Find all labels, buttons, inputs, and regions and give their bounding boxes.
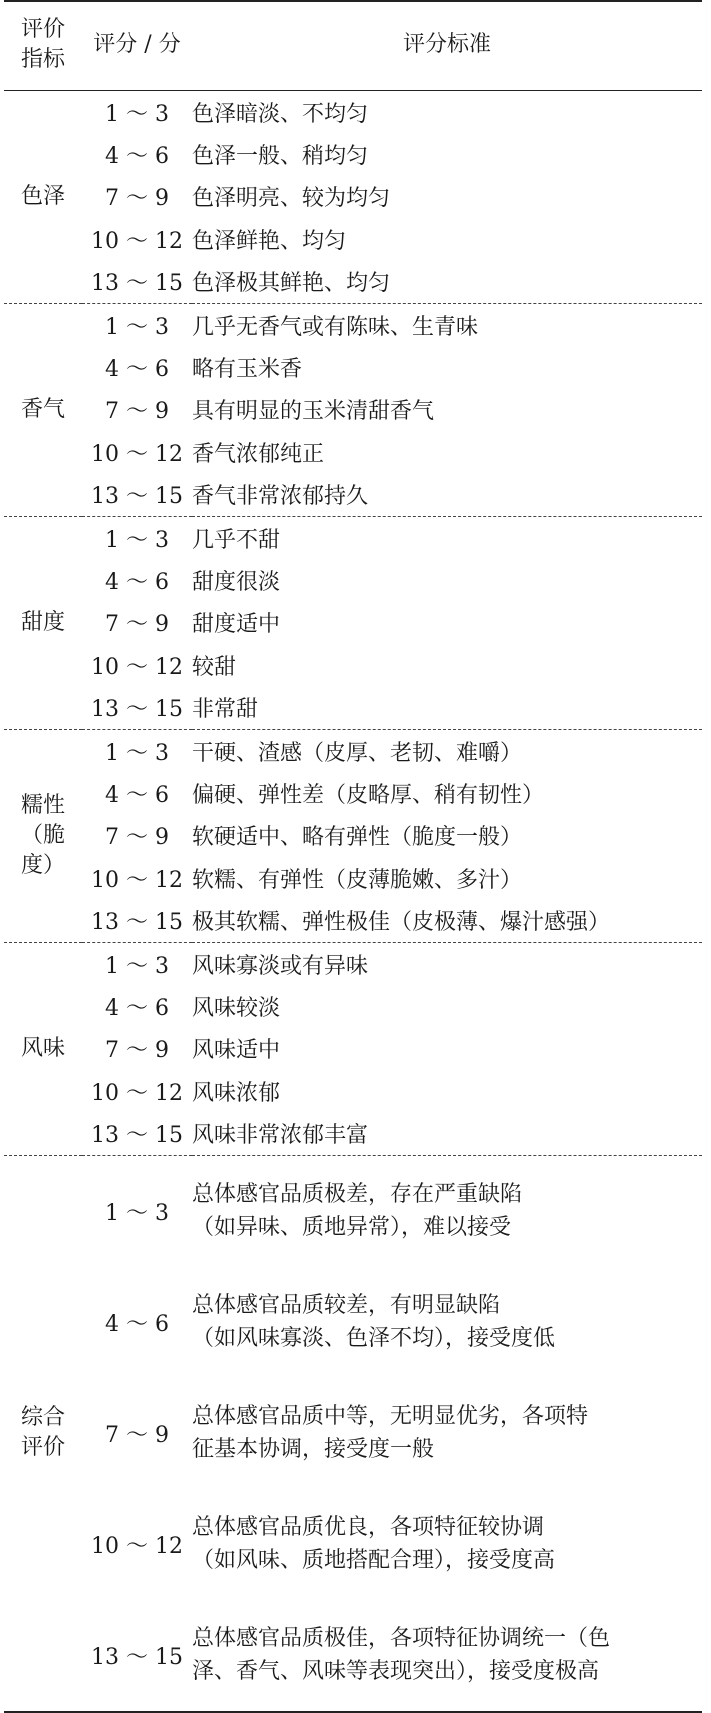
table-row: [4, 516, 702, 559]
indicator-cell: [4, 942, 82, 1155]
header-indicator: [4, 0, 82, 91]
standard-cell: [192, 1489, 702, 1600]
score-cell: 4 ～ 6: [105, 995, 169, 1021]
indicator-line: （脆: [20, 822, 65, 848]
standard-cell: [192, 1155, 702, 1267]
standard-line: 征基本协调，接受度一般: [192, 1437, 435, 1463]
standard-cell: 具有明显的玉米清甜香气: [192, 399, 435, 425]
header-indicator-line2: 指标: [20, 47, 65, 72]
standard-cell: 色泽鲜艳、均匀: [192, 228, 347, 254]
score-cell: 1 ～ 3: [82, 516, 192, 559]
score-cell: 1 ～ 3: [82, 942, 192, 985]
score-cell: 1 ～ 3: [82, 1155, 192, 1267]
standard-cell: 甜度很淡: [192, 569, 281, 595]
indicator-cell: [4, 91, 82, 304]
indicator-line: 综合: [20, 1405, 65, 1431]
score-cell: 7 ～ 9: [105, 1422, 169, 1448]
standard-cell: 色泽一般、稍均匀: [192, 144, 369, 170]
score-cell: 1 ～ 3: [105, 101, 169, 127]
score-cell: 7 ～ 9: [105, 612, 169, 638]
score-cell: 4 ～ 6: [105, 569, 169, 595]
standard-line: （如风味、质地搭配合理），接受度高: [192, 1548, 556, 1574]
header-row: [4, 0, 702, 91]
indicator-line: 香气: [20, 396, 65, 422]
indicator-cell: [4, 516, 82, 729]
table-row: [4, 942, 702, 985]
standard-cell: 几乎无香气或有陈味、生青味: [192, 303, 702, 346]
score-cell: 1 ～ 3: [82, 729, 192, 772]
score-cell: 4 ～ 6: [105, 1311, 169, 1337]
standard-cell: 非常甜: [192, 697, 259, 723]
standard-line: （如异味、质地异常），难以接受: [192, 1215, 512, 1241]
standard-line: 泽、香气、风味等表现突出），接受度极高: [192, 1659, 600, 1685]
table-row: [4, 815, 702, 857]
table-row: [4, 1028, 702, 1070]
table-row: [4, 431, 702, 473]
standard-cell: [192, 1267, 702, 1378]
standard-cell: 色泽极其鲜艳、均匀: [192, 271, 391, 297]
score-cell: 13 ～ 15: [91, 1644, 183, 1670]
header-standard: 评分标准: [192, 0, 702, 91]
standard-cell: 色泽暗淡、不均匀: [192, 101, 369, 127]
standard-line: 总体感官品质较差，有明显缺陷: [192, 1293, 501, 1319]
table-row: [4, 133, 702, 175]
table-row: [4, 1378, 702, 1489]
score-cell: 10 ～ 12: [91, 1533, 183, 1559]
table-row: [4, 176, 702, 218]
table-row: [4, 474, 702, 517]
standard-cell: 软糯、有弹性（皮薄脆嫩、多汁）: [192, 867, 523, 893]
score-cell: 10 ～ 12: [91, 867, 183, 893]
standard-cell: 风味较淡: [192, 995, 281, 1021]
score-cell: 13 ～ 15: [91, 484, 183, 510]
standard-cell: 香气非常浓郁持久: [192, 484, 369, 510]
table-row: [4, 1112, 702, 1155]
table-row: [4, 559, 702, 601]
score-cell: 10 ～ 12: [91, 654, 183, 680]
table-row: [4, 261, 702, 304]
score-cell: 10 ～ 12: [91, 228, 183, 254]
score-cell: 7 ～ 9: [105, 186, 169, 212]
standard-cell: 极其软糯、弹性极佳（皮极薄、爆汁感强）: [192, 910, 611, 936]
standard-cell: 干硬、渣感（皮厚、老韧、难嚼）: [192, 729, 702, 772]
table-row: [4, 899, 702, 942]
indicator-line: 风味: [20, 1035, 65, 1061]
score-cell: 4 ～ 6: [105, 144, 169, 170]
standard-cell: 几乎不甜: [192, 516, 702, 559]
table-row: [4, 1070, 702, 1112]
standard-cell: 偏硬、弹性差（皮略厚、稍有韧性）: [192, 782, 545, 808]
score-cell: 4 ～ 6: [105, 782, 169, 808]
header-indicator-line1: 评价: [20, 17, 65, 42]
indicator-cell: [4, 1155, 82, 1712]
table-row: [4, 985, 702, 1027]
table-row: [4, 1489, 702, 1600]
indicator-line: 甜度: [20, 609, 65, 635]
indicator-group: [4, 1155, 702, 1712]
standard-cell: 软硬适中、略有弹性（脆度一般）: [192, 825, 523, 851]
score-cell: 13 ～ 15: [91, 1123, 183, 1149]
score-cell: 1 ～ 3: [82, 303, 192, 346]
standard-cell: 略有玉米香: [192, 357, 303, 383]
score-cell: 4 ～ 6: [105, 357, 169, 383]
indicator-group: [4, 303, 702, 516]
table-row: [4, 346, 702, 388]
standard-cell: [192, 1378, 702, 1489]
indicator-group: [4, 91, 702, 304]
score-cell: 7 ～ 9: [105, 825, 169, 851]
indicator-line: 糯性: [20, 792, 65, 818]
table-row: [4, 602, 702, 644]
standard-line: 总体感官品质优良，各项特征较协调: [192, 1515, 545, 1541]
table-row: [4, 686, 702, 729]
standard-cell: 甜度适中: [192, 612, 281, 638]
standard-line: 总体感官品质极差，存在严重缺陷: [192, 1182, 523, 1208]
table-row: [4, 857, 702, 899]
standard-cell: 风味非常浓郁丰富: [192, 1123, 369, 1149]
standard-cell: [192, 1600, 702, 1712]
table-row: [4, 303, 702, 346]
table-row: [4, 644, 702, 686]
indicator-group: [4, 942, 702, 1155]
standard-cell: 较甜: [192, 654, 237, 680]
standard-cell: 风味适中: [192, 1038, 281, 1064]
table-row: [4, 389, 702, 431]
score-cell: 10 ～ 12: [91, 1080, 183, 1106]
indicator-group: [4, 516, 702, 729]
score-cell: 10 ～ 12: [91, 441, 183, 467]
table-row: [4, 772, 702, 814]
indicator-line: 色泽: [20, 183, 65, 209]
score-cell: 13 ～ 15: [91, 697, 183, 723]
score-cell: 7 ～ 9: [105, 1038, 169, 1064]
table-row: [4, 1155, 702, 1267]
standard-cell: 色泽明亮、较为均匀: [192, 186, 391, 212]
standard-line: 总体感官品质极佳，各项特征协调统一（色: [192, 1626, 611, 1652]
indicator-cell: [4, 303, 82, 516]
score-cell: 13 ～ 15: [91, 910, 183, 936]
indicator-line: 度）: [20, 852, 65, 878]
header-score: 评分 / 分: [82, 0, 192, 91]
standard-cell: 香气浓郁纯正: [192, 441, 325, 467]
score-cell: 7 ～ 9: [105, 399, 169, 425]
table-row: [4, 1600, 702, 1712]
table-row: [4, 1267, 702, 1378]
standard-line: 总体感官品质中等，无明显优劣，各项特: [192, 1404, 589, 1430]
table-row: [4, 218, 702, 260]
standard-line: （如风味寡淡、色泽不均），接受度低: [192, 1326, 556, 1352]
table-row: [4, 91, 702, 134]
table-row: [4, 729, 702, 772]
score-cell: 13 ～ 15: [91, 271, 183, 297]
indicator-group: [4, 729, 702, 942]
standard-cell: 风味浓郁: [192, 1080, 281, 1106]
standard-cell: 风味寡淡或有异味: [192, 942, 702, 985]
indicator-line: 评价: [20, 1435, 65, 1461]
indicator-cell: [4, 729, 82, 942]
scoring-table: [4, 0, 702, 1713]
